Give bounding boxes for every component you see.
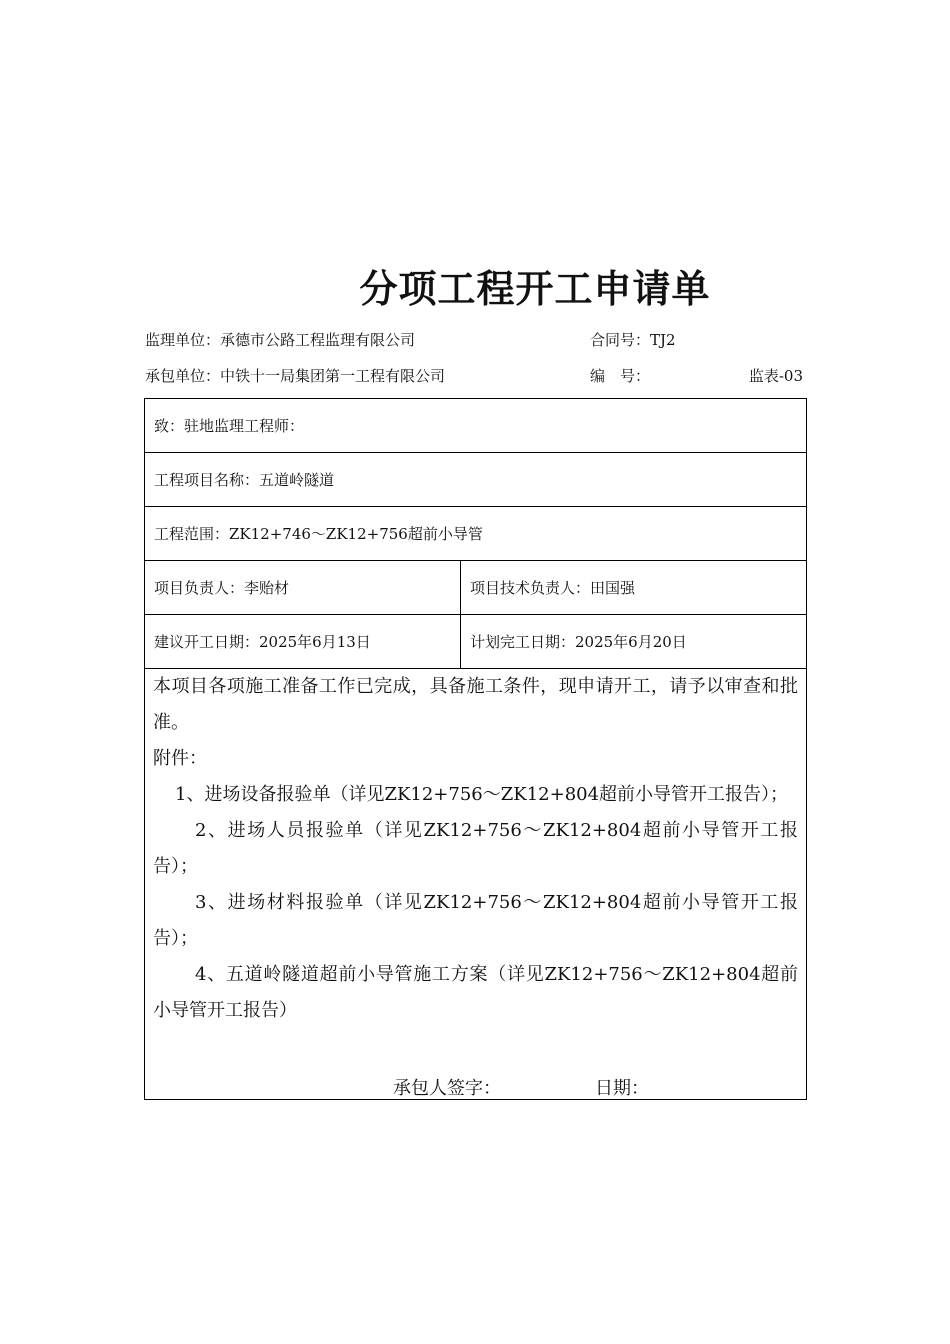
header-row-1	[145, 328, 807, 352]
form-row-project-name	[145, 453, 806, 507]
form-code: 监表-03	[748, 367, 803, 385]
header-row-2	[145, 364, 807, 388]
proposed-start-date: 建议开工日期：2025年6月13日	[145, 615, 461, 668]
contract-number: 合同号：TJ2	[590, 331, 676, 349]
addressee: 致：驻地监理工程师：	[154, 417, 305, 435]
application-body	[145, 669, 806, 1099]
project-manager: 项目负责人：李贻材	[145, 561, 461, 614]
signature-label: 承包人签字：	[393, 1078, 501, 1099]
attachment-item: 2、进场人员报验单（详见ZK12+756～ZK12+804超前小导管开工报告）；	[153, 820, 798, 877]
attachment-item: 4、五道岭隧道超前小导管施工方案（详见ZK12+756～ZK12+804超前小导管开工报告）	[153, 964, 798, 1021]
planned-finish-date: 计划完工日期：2025年6月20日	[470, 633, 687, 651]
project-name: 工程项目名称：五道岭隧道	[154, 471, 335, 489]
attachment-item: 1、进场设备报验单（详见ZK12+756～ZK12+804超前小导管开工报告）；	[175, 784, 789, 805]
form-row-managers	[145, 561, 806, 615]
supervisor-unit: 监理单位：承德市公路工程监理有限公司	[145, 331, 416, 349]
contractor-unit: 承包单位：中铁十一局集团第一工程有限公司	[145, 367, 446, 385]
statement-text: 本项目各项施工准备工作已完成，具备施工条件，现申请开工，请予以审查和批准。	[153, 676, 798, 733]
attachment-item: 3、进场材料报验单（详见ZK12+756～ZK12+804超前小导管开工报告）；	[153, 892, 798, 949]
technical-manager: 项目技术负责人：田国强	[470, 579, 636, 597]
date-label: 日期：	[595, 1078, 649, 1099]
form-row-to	[145, 399, 806, 453]
project-scope: 工程范围：ZK12+746～ZK12+756超前小导管	[154, 525, 483, 543]
form-row-dates	[145, 615, 806, 669]
form-row-scope	[145, 507, 806, 561]
application-form	[144, 398, 807, 1100]
attachments-label: 附件：	[153, 748, 207, 769]
serial-number-label: 编 号：	[590, 367, 651, 385]
page-title: 分项工程开工申请单	[359, 266, 711, 311]
